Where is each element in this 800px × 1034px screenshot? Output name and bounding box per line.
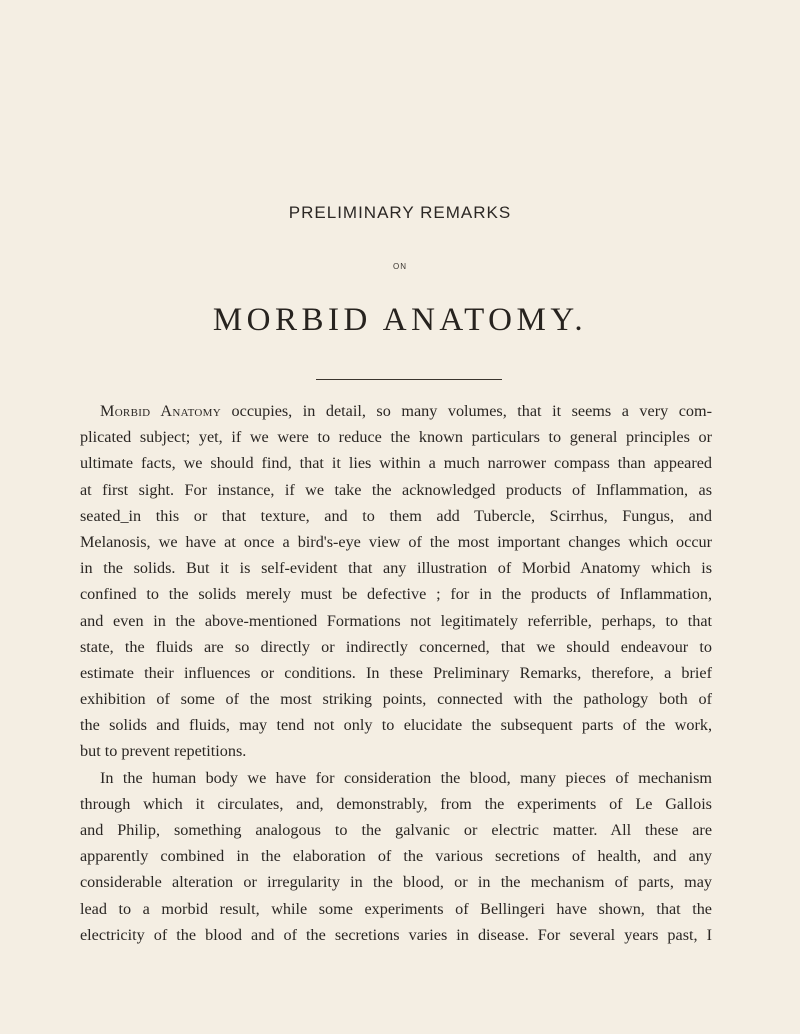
running-title: PRELIMINARY REMARKS <box>288 203 512 222</box>
paragraph-2-line-3: and Philip, something analogous to the galvanic or electric matter. All these are <box>80 821 712 839</box>
main-title: MORBID ANATOMY. <box>212 302 588 338</box>
paragraph-2-line-7: electricity of the blood and of the secretions varies in disease. For several years past, I <box>80 925 712 944</box>
paragraph-1-line-12: exhibition of some of the most striking points, connected with the pathology both of <box>80 690 712 709</box>
paragraph-2-line-2: through which it circulates, and, demonstrably, from the experiments of Le Gallois <box>80 794 712 813</box>
paragraph-1-line-3: ultimate facts, we should find, that it lies within a much narrower compass than appeared <box>80 454 712 473</box>
paragraph-1-line-6: Melanosis, we have at once a bird's-eye view of the most important changes which occur <box>80 532 712 551</box>
paragraph-1-line-5: seated_in this or that texture, and to them add Tubercle, Scirrhus, Fungus, and <box>80 506 712 525</box>
paragraph-1-line-4: at first sight. For instance, if we take the acknowledged products of Inflammation, as <box>80 480 712 499</box>
title-connector: ON <box>393 262 407 271</box>
paragraph-1-line-7: in the solids. But it is self-evident that any illustration of Morbid Anatomy which is <box>80 559 712 578</box>
paragraph-1-line-10: state, the fluids are so directly or indirectly concerned, that we should endeavour to <box>80 637 712 656</box>
paragraph-2-line-1: In the human body we have for consideration the blood, many pieces of mechanism <box>100 768 712 787</box>
paragraph-1-line-2: plicated subject; yet, if we were to reduce the known particulars to general principles or <box>80 428 712 447</box>
paragraph-1-line-11: estimate their influences or conditions. In these Preliminary Remarks, therefore, a brief <box>80 663 712 682</box>
paragraph-2-line-5: considerable alteration or irregularity in the blood, or in the mechanism of parts, may <box>80 873 712 892</box>
paragraph-1-line-14: but to prevent repetitions. <box>80 742 247 761</box>
paragraph-2-line-6: lead to a morbid result, while some experiments of Bellingeri have shown, that the <box>80 899 712 918</box>
paragraph-1-line-1-text: occupies, in detail, so many volumes, that it seems a very com- <box>221 402 712 420</box>
paragraph-1-lead: Morbid Anatomy <box>100 402 222 420</box>
paragraph-1-line-1 <box>80 398 712 424</box>
paragraph-1-line-9: and even in the above-mentioned Formations not legitimately referrible, perhaps, to that <box>80 611 712 630</box>
paragraph-2-line-4: apparently combined in the elaboration of the various secretions of health, and any <box>80 847 712 866</box>
title-rule <box>316 379 502 380</box>
paragraph-1-line-8: confined to the solids merely must be defective ; for in the products of Inflammation, <box>80 585 712 604</box>
body-text <box>80 398 712 948</box>
paragraph-1-line-13: the solids and fluids, may tend not only to elucidate the subsequent parts of the work, <box>80 716 712 735</box>
